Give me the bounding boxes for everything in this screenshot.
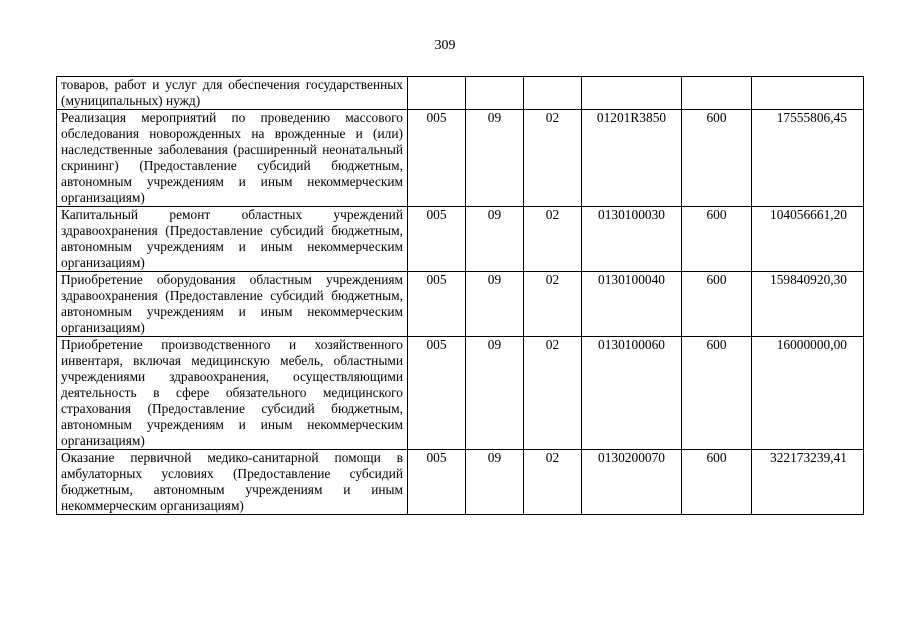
section-code: 09: [466, 450, 524, 515]
table-row: [57, 207, 864, 272]
subsection-code: [524, 77, 582, 110]
subsection-code: 02: [524, 110, 582, 207]
subsection-code: 02: [524, 337, 582, 450]
subsection-code: 02: [524, 450, 582, 515]
target-article-code: [582, 77, 682, 110]
grbs-code: 005: [408, 337, 466, 450]
grbs-code: 005: [408, 207, 466, 272]
expense-description: Капитальный ремонт областных учреждений здравоохранения (Предоставление субсидий бюджетным, автономным учреждениям и иным некоммерческим организациям): [57, 207, 408, 272]
table-row: [57, 77, 864, 110]
grbs-code: 005: [408, 110, 466, 207]
target-article-code: 0130100030: [582, 207, 682, 272]
budget-table-body: [57, 77, 864, 515]
budget-table: [56, 76, 864, 515]
page-number: 309: [434, 38, 456, 53]
expense-type-code: [682, 77, 752, 110]
target-article-code: 0130200070: [582, 450, 682, 515]
amount-value: 17555806,45: [752, 110, 864, 207]
target-article-code: 0130100040: [582, 272, 682, 337]
expense-type-code: 600: [682, 110, 752, 207]
section-code: 09: [466, 272, 524, 337]
section-code: 09: [466, 110, 524, 207]
amount-value: 104056661,20: [752, 207, 864, 272]
grbs-code: 005: [408, 272, 466, 337]
amount-value: [752, 77, 864, 110]
target-article-code: 01201R3850: [582, 110, 682, 207]
table-row: [57, 450, 864, 515]
amount-value: 322173239,41: [752, 450, 864, 515]
section-code: 09: [466, 207, 524, 272]
subsection-code: 02: [524, 272, 582, 337]
expense-type-code: 600: [682, 450, 752, 515]
expense-description: товаров, работ и услуг для обеспечения государственных (муниципальных) нужд): [57, 77, 408, 110]
table-row: [57, 110, 864, 207]
table-row: [57, 337, 864, 450]
subsection-code: 02: [524, 207, 582, 272]
section-code: [466, 77, 524, 110]
section-code: 09: [466, 337, 524, 450]
expense-type-code: 600: [682, 337, 752, 450]
amount-value: 16000000,00: [752, 337, 864, 450]
expense-description: Приобретение оборудования областным учреждениям здравоохранения (Предоставление субсидий бюджетным, автономным учреждениям и иным некоммерческим организациям): [57, 272, 408, 337]
grbs-code: [408, 77, 466, 110]
grbs-code: 005: [408, 450, 466, 515]
table-row: [57, 272, 864, 337]
target-article-code: 0130100060: [582, 337, 682, 450]
expense-type-code: 600: [682, 272, 752, 337]
expense-type-code: 600: [682, 207, 752, 272]
expense-description: Приобретение производственного и хозяйственного инвентаря, включая медицинскую мебель, областными учреждениями здравоохранения, осуществляющими деятельность в сфере обязательного медицинского страхования (Предоставление субсидий бюджетным, автономным учреждениям и иным некоммерческим организациям): [57, 337, 408, 450]
expense-description: Реализация мероприятий по проведению массового обследования новорожденных на врожденные и (или) наследственные заболевания (расширенный неонатальный скрининг) (Предоставление субсидий бюджетным, автономным учреждениям и иным некоммерческим организациям): [57, 110, 408, 207]
expense-description: Оказание первичной медико-санитарной помощи в амбулаторных условиях (Предоставление субсидий бюджетным, автономным учреждениям и иным некоммерческим организациям): [57, 450, 408, 515]
amount-value: 159840920,30: [752, 272, 864, 337]
